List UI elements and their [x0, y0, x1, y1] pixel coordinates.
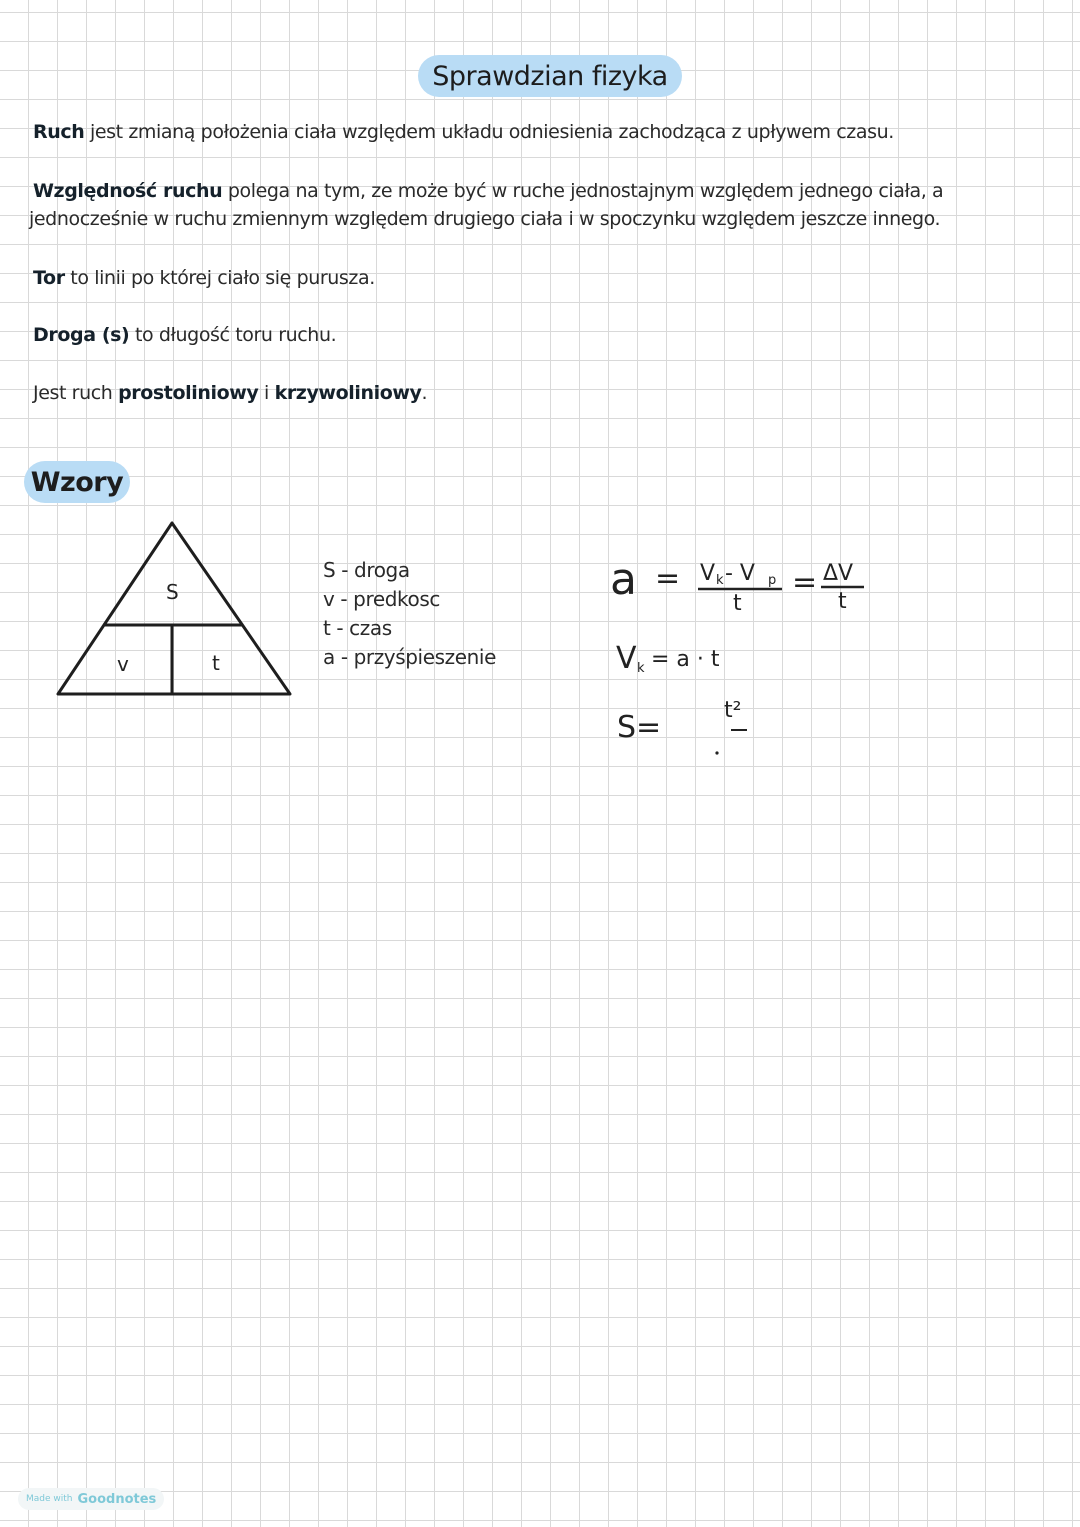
term-tor: Tor: [33, 267, 65, 289]
accel-num-sub-p: p: [768, 573, 777, 588]
accel-delta-t: t: [838, 589, 847, 614]
accel-delta-v: ΔV: [823, 561, 854, 586]
term-prostoliniowy: prostoliniowy: [118, 382, 259, 404]
term-ruch: Ruch: [33, 121, 85, 143]
watermark-made-with: Made with: [26, 1494, 73, 1504]
legend-item-predkosc: v - predkosc: [323, 587, 440, 611]
definition-wzglednosc-line2: jednocześnie w ruchu zmiennym względem drugiego ciała i w spoczynku względem jeszcze innego.: [29, 208, 941, 230]
accel-den-t: t: [733, 591, 742, 616]
term-droga: Droga (s): [33, 324, 130, 346]
formula-legend: [323, 556, 496, 672]
formula-vk: [616, 641, 720, 676]
watermark-brand: Goodnotes: [77, 1491, 157, 1507]
rodzaje-middle: i: [258, 382, 275, 404]
accel-eq2: =: [792, 565, 818, 600]
vk-rhs: = a · t: [651, 647, 720, 672]
vk-sub-k: k: [637, 661, 645, 676]
goodnotes-watermark: [18, 1488, 164, 1510]
page-title: Sprawdzian fizyka: [418, 55, 682, 97]
rodzaje-prefix: Jest ruch: [33, 382, 119, 404]
accel-num-sub-k: k: [716, 573, 724, 588]
rodzaje-suffix: .: [421, 382, 428, 404]
definition-wzglednosc-line1: polega na tym, ze może być w ruche jednostajnym względem jednego ciała, a: [222, 180, 944, 202]
term-krzywoliniowy: krzywoliniowy: [274, 382, 422, 404]
legend-item-przyspieszenie: a - przyśpieszenie: [323, 645, 496, 669]
accel-num-v: V: [700, 561, 716, 586]
triangle-label-v: v: [117, 652, 129, 676]
vk-lhs: V: [616, 641, 637, 676]
accel-eq1: =: [655, 561, 681, 596]
legend-item-droga: S - droga: [323, 558, 410, 582]
triangle-label-s: S: [166, 580, 179, 604]
formula-s: [617, 698, 747, 755]
triangle-label-t: t: [212, 651, 220, 675]
definition-tor: to linii po której ciało się purusza.: [64, 267, 375, 289]
term-wzglednosc: Względność ruchu: [33, 180, 223, 202]
formula-acceleration: [610, 554, 864, 616]
definition-ruch: jest zmianą położenia ciała względem układu odniesienia zachodząca z upływem czasu.: [84, 121, 894, 143]
accel-num-minus-v: - V: [725, 561, 755, 586]
accel-lhs: a: [610, 554, 637, 605]
definition-droga: to długość toru ruchu.: [129, 324, 337, 346]
legend-item-czas: t - czas: [323, 616, 392, 640]
s-lhs: S=: [617, 710, 662, 745]
s-num-t2: t²: [724, 698, 742, 723]
formula-triangle: [58, 523, 290, 694]
section-heading-wzory: Wzory: [24, 461, 130, 503]
